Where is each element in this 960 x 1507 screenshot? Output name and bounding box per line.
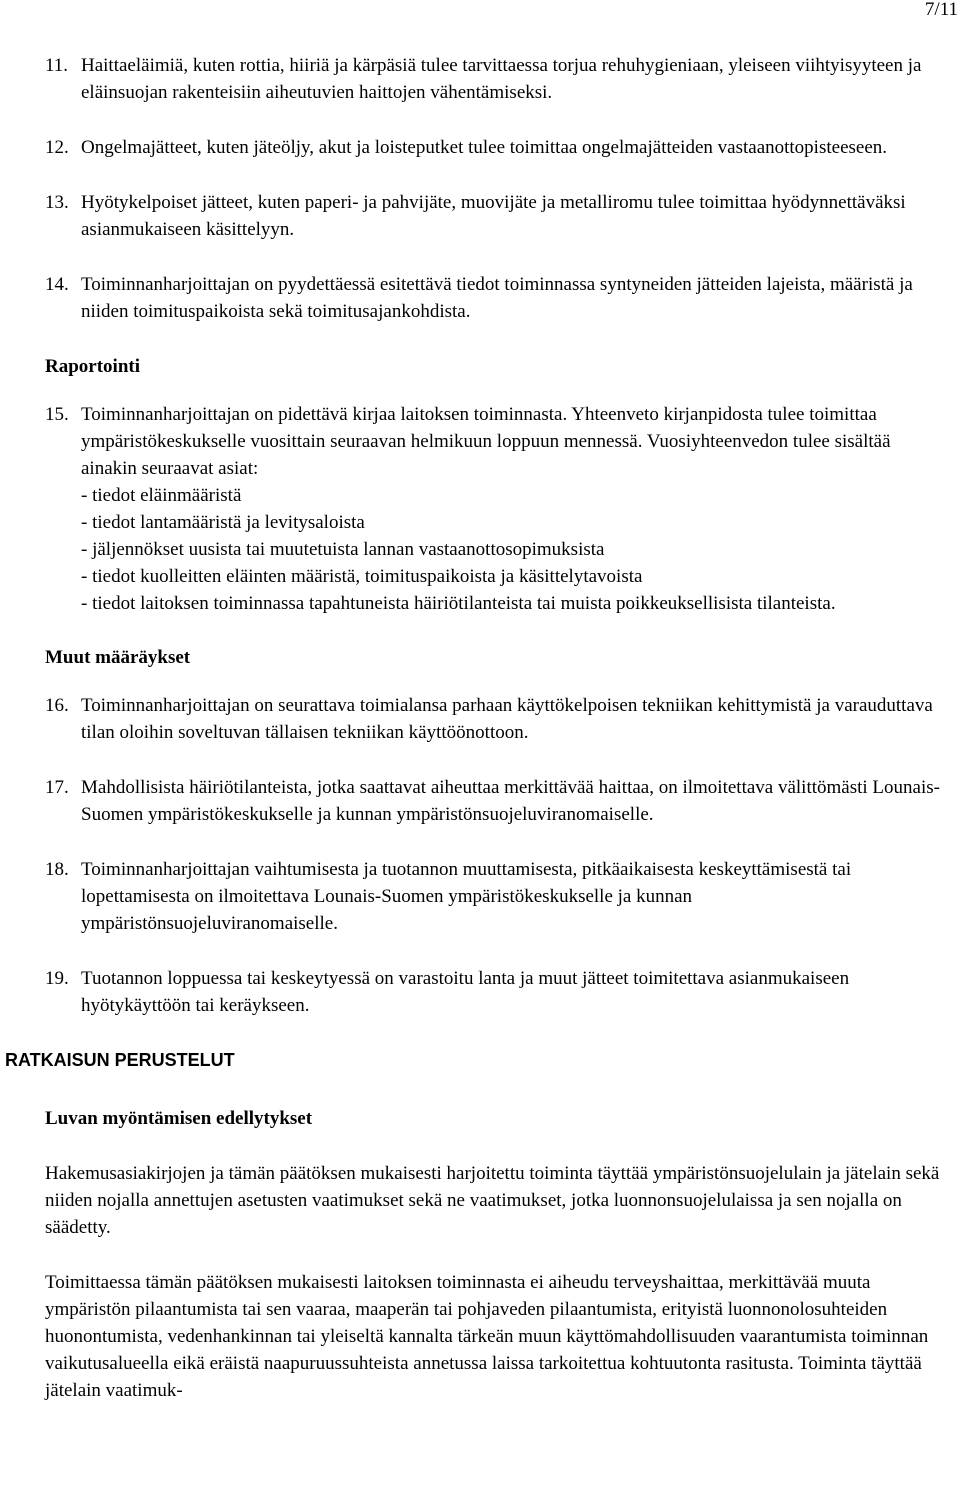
item-text: Toiminnanharjoittajan on seurattava toimialansa parhaan käyttökelpoisen tekniikan kehittymistä ja varauduttava tilan oloihin soveltuvan tällaisen tekniikan käyttöönottoon. [81, 695, 933, 743]
bullet-item: - jäljennökset uusista tai muutetuista lannan vastaanottosopimuksista [81, 536, 950, 563]
list-item [45, 965, 950, 1019]
bullet-item: - tiedot laitoksen toiminnassa tapahtuneista häiriötilanteista tai muista poikkeuksellisista tilanteista. [81, 590, 950, 617]
bullet-item: - tiedot kuolleitten eläinten määristä, toimituspaikoista ja käsittelytavoista [81, 563, 950, 590]
paragraph: Toimittaessa tämän päätöksen mukaisesti laitoksen toiminnasta ei aiheudu terveyshaittaa, merkittävää muuta ympäristön pilaantumista tai sen vaaraa, maaperän tai pohjaveden pilaantumista, erityistä luonnonolosuhteiden huonontumista, vedenhankinnan tai yleiseltä kannalta tärkeän muun käyttömahdollisuuden vaarantumista toiminnan vaikutusalueella eikä eräistä naapuruussuhteista annetussa laissa tarkoitettua kohtuutonta rasitusta. Toiminta täyttää jätelain vaatimuk- [45, 1272, 929, 1401]
item-number: 18. [45, 859, 69, 880]
list-item [45, 856, 950, 937]
section-heading-raportointi: Raportointi [45, 356, 140, 377]
list-item [45, 692, 950, 746]
item-number: 17. [45, 777, 69, 798]
list-item [45, 189, 950, 243]
item-number: 16. [45, 695, 69, 716]
item-text: Ongelmajätteet, kuten jäteöljy, akut ja loisteputket tulee toimittaa ongelmajätteiden vastaanottopisteeseen. [81, 137, 888, 158]
item-number: 15. [45, 404, 69, 425]
list-item [45, 271, 950, 325]
item-text: Haittaeläimiä, kuten rottia, hiiriä ja kärpäsiä tulee tarvittaessa torjua rehuhygieniaan, yleiseen viihtyisyyteen ja eläinsuojan rakenteisiin aiheutuvien haittojen vähentämiseksi. [81, 55, 922, 103]
page-number: 7/11 [924, 0, 958, 20]
paragraph: Hakemusasiakirjojen ja tämän päätöksen mukaisesti harjoitettu toiminta täyttää ympäristönsuojelulain ja jätelain sekä niiden nojalla annettujen asetusten vaatimukset sekä ne vaatimukset, jotka luonnonsuojelulaissa ja sen nojalla on säädetty. [45, 1163, 940, 1238]
item-text: Toiminnanharjoittajan on pyydettäessä esitettävä tiedot toiminnassa syntyneiden jätteiden lajeista, määristä ja niiden toimituspaikoista sekä toimitusajankohdista. [81, 274, 913, 322]
bullet-item: - tiedot eläinmääristä [81, 482, 950, 509]
list-item [45, 52, 950, 106]
list-item [45, 134, 950, 161]
list-item [45, 774, 950, 828]
item-text: Hyötykelpoiset jätteet, kuten paperi- ja pahvijäte, muovijäte ja metalliromu tulee toimittaa hyödynnettäväksi asianmukaiseen käsittelyyn. [81, 192, 906, 240]
item-number: 13. [45, 192, 69, 213]
item-number: 11. [45, 55, 69, 76]
item-text: Toiminnanharjoittajan vaihtumisesta ja tuotannon muuttamisesta, pitkäaikaisesta keskeyttämisestä tai lopettamisesta on ilmoitettava Lounais-Suomen ympäristökeskukselle ja kunnan ympäristönsuojeluviranomaiselle. [81, 859, 852, 934]
item-number: 12. [45, 137, 69, 158]
item-number: 14. [45, 274, 69, 295]
document-body [5, 52, 950, 1432]
section-heading-muut: Muut määräykset [45, 647, 191, 668]
sub-heading-edellytykset: Luvan myöntämisen edellytykset [45, 1108, 313, 1129]
item-number: 19. [45, 968, 69, 989]
item-text: Mahdollisista häiriötilanteista, jotka saattavat aiheuttaa merkittävää haittaa, on ilmoitettava välittömästi Lounais-Suomen ympäristökeskukselle ja kunnan ympäristönsuojeluviranomaiselle. [81, 777, 940, 825]
section-heading-perustelut: RATKAISUN PERUSTELUT [5, 1050, 235, 1070]
item-text: Tuotannon loppuessa tai keskeytyessä on varastoitu lanta ja muut jätteet toimitettava asianmukaiseen hyötykäyttöön tai keräykseen. [81, 968, 850, 1016]
list-item [45, 401, 950, 617]
item-text: Toiminnanharjoittajan on pidettävä kirjaa laitoksen toiminnasta. Yhteenveto kirjanpidosta tulee toimittaa ympäristökeskukselle vuosittain seuraavan helmikuun loppuun mennessä. Vuosiyhteenvedon tulee sisältää ainakin seuraavat asiat: [81, 404, 891, 479]
bullet-item: - tiedot lantamääristä ja levitysaloista [81, 509, 950, 536]
